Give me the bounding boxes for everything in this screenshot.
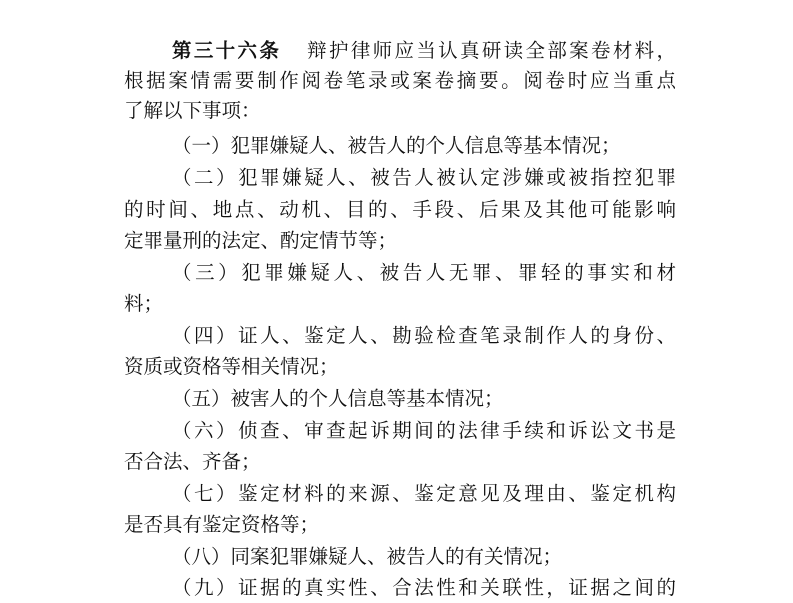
- article-first-line: [172, 36, 676, 66]
- list-item-line: （七）鉴定材料的来源、鉴定意见及理由、鉴定机构: [172, 482, 676, 505]
- list-item-line: 定罪量刑的法定、酌定情节等；: [124, 229, 398, 252]
- list-item-line: （三）犯罪嫌疑人、被告人无罪、罪轻的事实和材: [172, 261, 676, 284]
- list-item-line: （一）犯罪嫌疑人、被告人的个人信息等基本情况；: [172, 134, 621, 157]
- list-item-line: （四）证人、鉴定人、勘验检查笔录制作人的身份、: [172, 324, 676, 347]
- list-item-line: 资质或资格等相关情况；: [124, 355, 339, 378]
- list-item-line: （九）证据的真实性、合法性和关联性，证据之间的: [172, 576, 676, 599]
- list-item-line: （五）被害人的个人信息等基本情况；: [172, 387, 504, 410]
- list-item-line: （八）同案犯罪嫌疑人、被告人的有关情况；: [172, 545, 563, 568]
- article-text-line: 辩护律师应当认真研读全部案卷材料，: [307, 39, 676, 62]
- article-number: 第三十六条: [172, 39, 282, 62]
- list-item-line: 料；: [124, 292, 164, 315]
- list-item-line: （六）侦查、审查起诉期间的法律手续和诉讼文书是: [172, 419, 676, 442]
- article-text-line: 了解以下事项：: [124, 99, 261, 122]
- list-item-line: 的时间、地点、动机、目的、手段、后果及其他可能影响: [124, 198, 676, 221]
- list-item-line: 是否具有鉴定资格等；: [124, 513, 320, 536]
- article-text-line: 根据案情需要制作阅卷笔录或案卷摘要。阅卷时应当重点: [124, 69, 676, 92]
- list-item-line: 否合法、齐备；: [124, 450, 261, 473]
- list-item-line: （二）犯罪嫌疑人、被告人被认定涉嫌或被指控犯罪: [172, 166, 676, 189]
